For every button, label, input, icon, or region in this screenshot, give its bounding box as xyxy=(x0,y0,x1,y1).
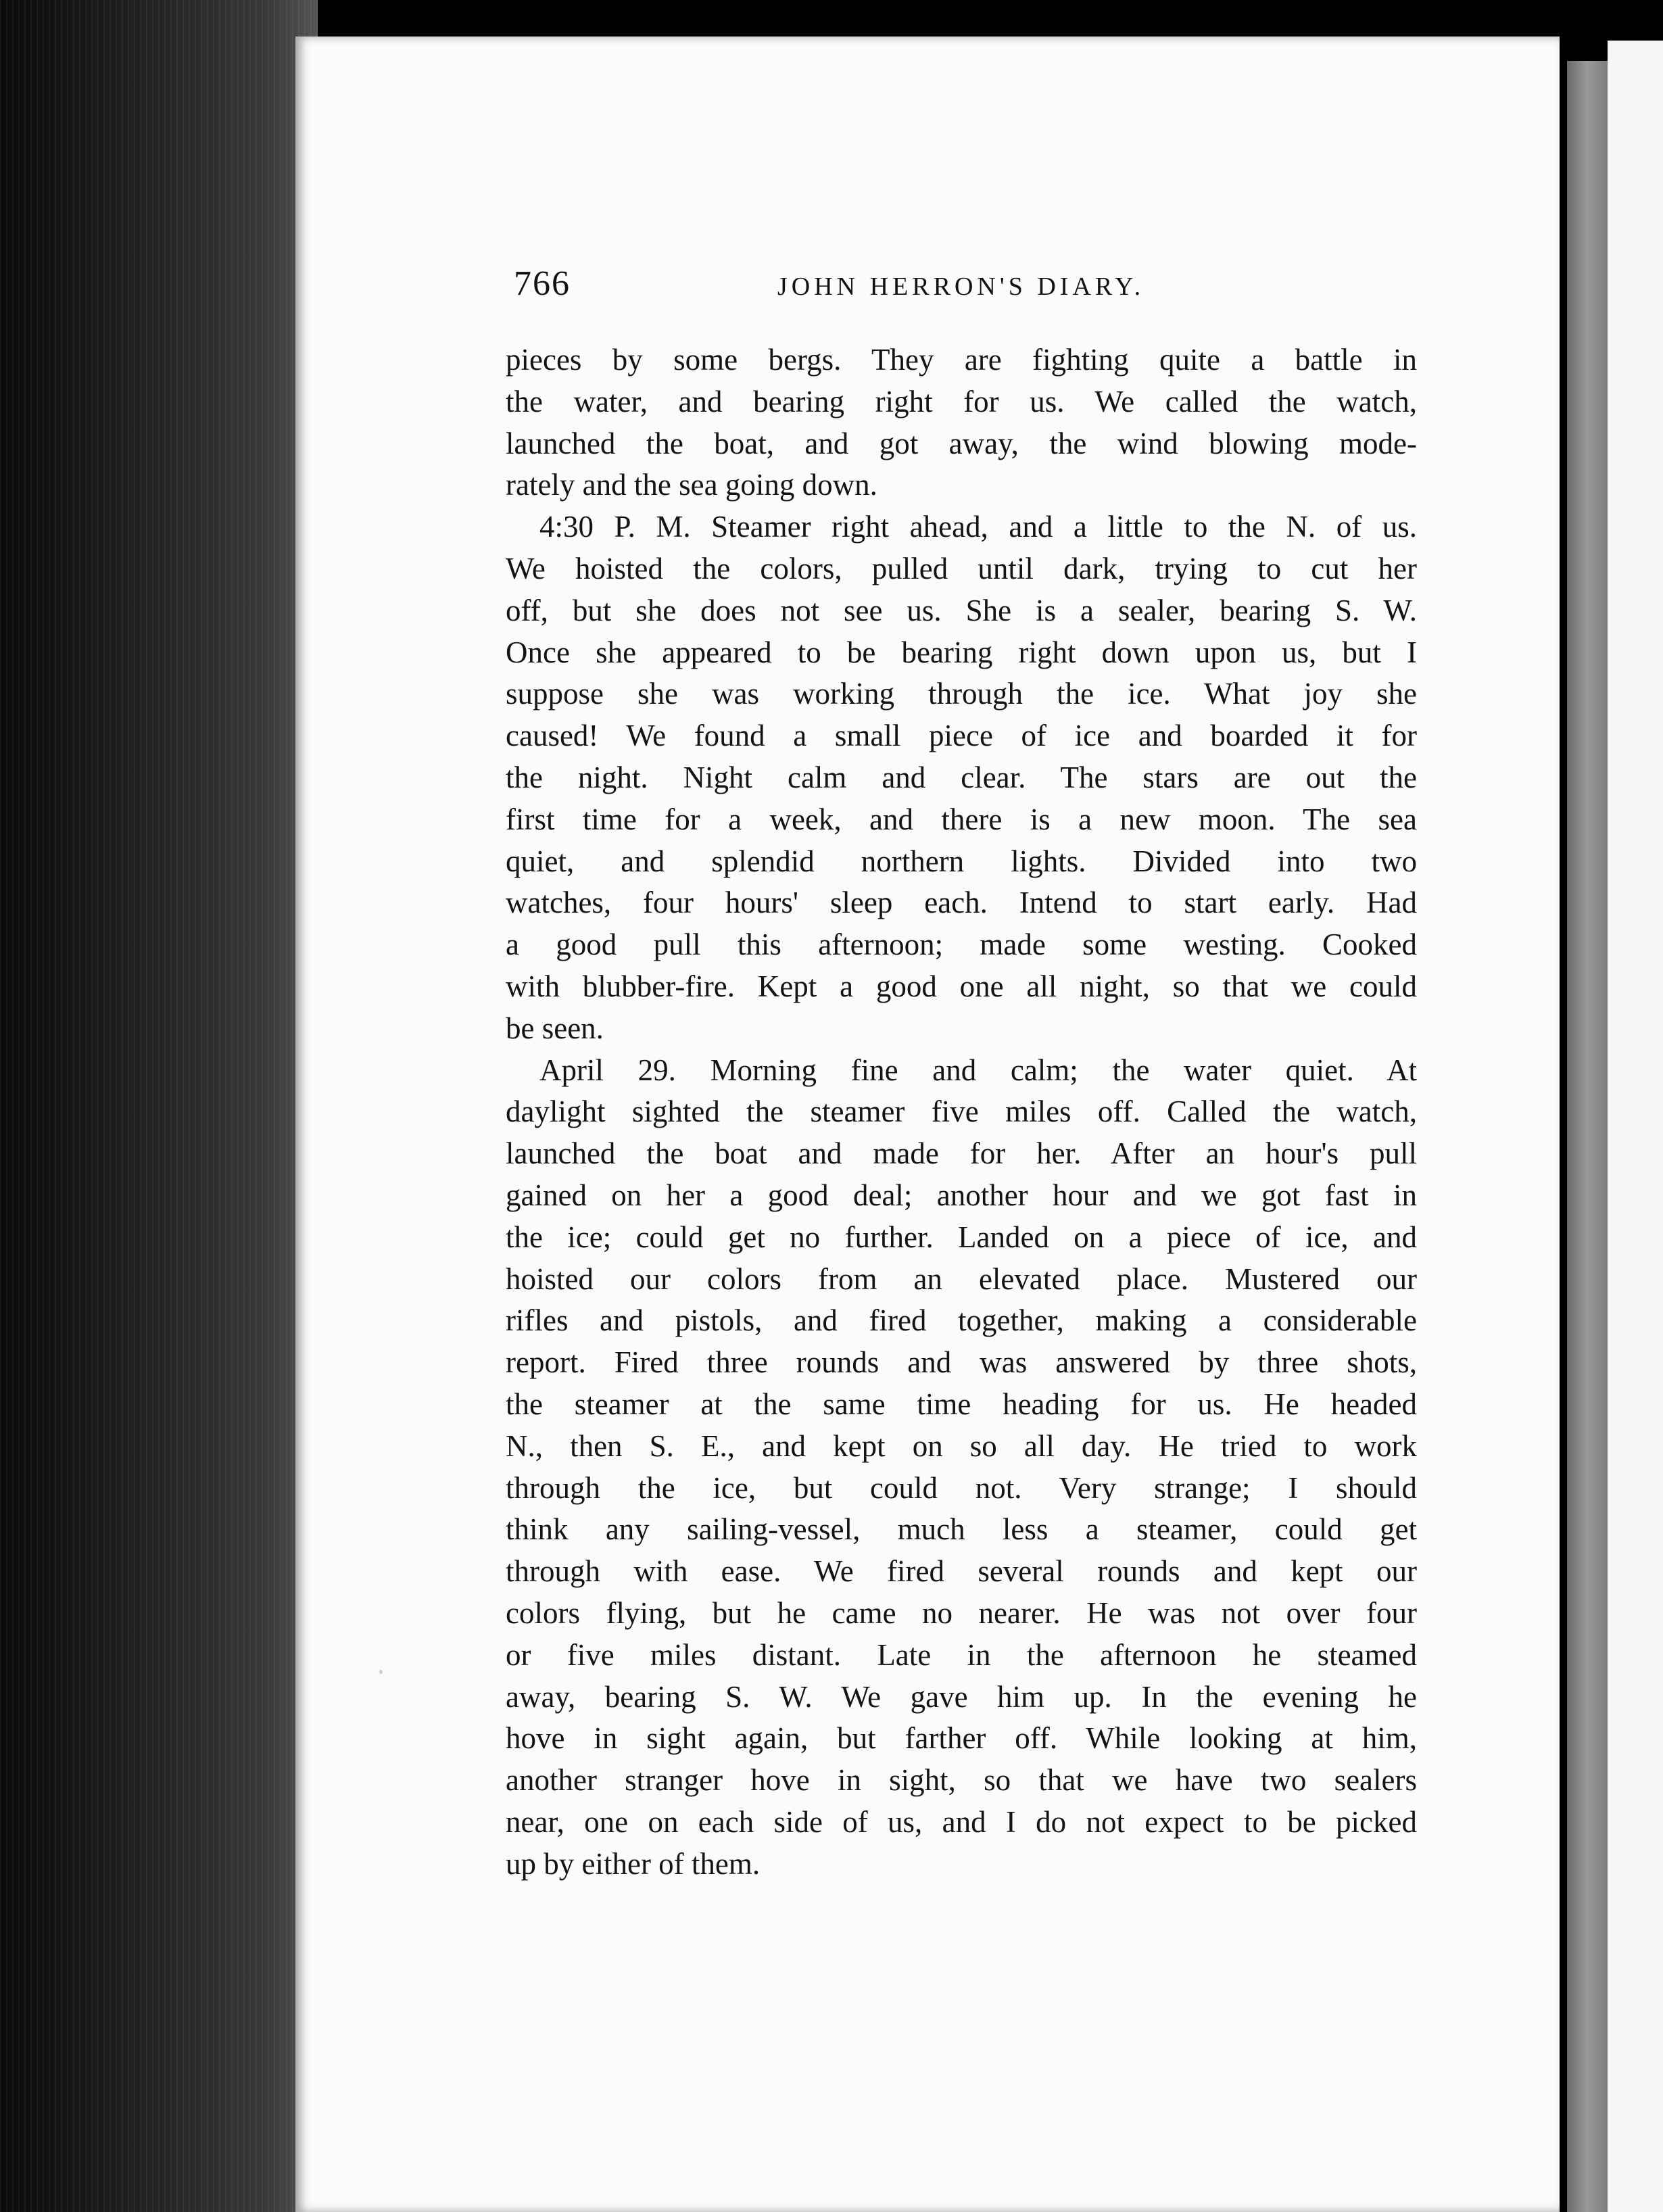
text-line: with blubber-fire. Kept a good one all night, so that we could xyxy=(506,969,1417,1003)
running-title: JOHN HERRON'S DIARY. xyxy=(777,272,1145,301)
page-header xyxy=(514,264,1190,311)
right-margin-strip xyxy=(1608,41,1663,2212)
text-line: gained on her a good deal; another hour and we got fast in xyxy=(506,1178,1417,1212)
text-line: pieces by some bergs. They are fighting quite a battle in xyxy=(506,343,1417,377)
text-line: another stranger hove in sight, so that we have two sealers xyxy=(506,1763,1417,1798)
next-page-edge xyxy=(1567,61,1608,2212)
page-number: 766 xyxy=(514,264,571,303)
text-line: colors flying, but he came no nearer. He was not over four xyxy=(506,1595,1417,1630)
text-line: away, bearing S. W. We gave him up. In the evening he xyxy=(506,1679,1417,1714)
text-line: up by either of them. xyxy=(506,1846,761,1881)
text-line: near, one on each side of us, and I do not expect to be picked xyxy=(506,1804,1417,1839)
diary-text xyxy=(506,339,1417,1885)
text-line: N., then S. E., and kept on so all day. He tried to work xyxy=(506,1428,1417,1463)
text-line: the steamer at the same time heading for us. He headed xyxy=(506,1387,1417,1421)
text-line: a good pull this afternoon; made some westing. Cooked xyxy=(506,928,1417,962)
text-line: launched the boat and made for her. After an hour's pull xyxy=(506,1136,1417,1171)
text-line: first time for a week, and there is a new moon. The sea xyxy=(506,802,1417,836)
text-line: hove in sight again, but farther off. While looking at him, xyxy=(506,1721,1417,1756)
text-line: Once she appeared to be bearing right down upon us, but I xyxy=(506,635,1417,669)
text-line: the night. Night calm and clear. The stars are out the xyxy=(506,760,1417,794)
text-line: watches, four hours' sleep each. Intend to start early. Had xyxy=(506,886,1417,920)
text-line: daylight sighted the steamer five miles off. Called the watch, xyxy=(506,1095,1417,1129)
text-line: report. Fired three rounds and was answered by three shots, xyxy=(506,1345,1417,1380)
text-line: the water, and bearing right for us. We called the watch, xyxy=(506,384,1417,418)
text-line: launched the boat, and got away, the wind blowing mode- xyxy=(506,426,1417,460)
text-line: suppose she was working through the ice. What joy she xyxy=(506,677,1417,711)
text-line: 4:30 P. M. Steamer right ahead, and a little to the N. of us. xyxy=(539,510,1417,544)
text-line: through with ease. We fired several rounds and kept our xyxy=(506,1554,1417,1589)
text-line: rately and the sea going down. xyxy=(506,468,877,502)
text-line: We hoisted the colors, pulled until dark, trying to cut her xyxy=(506,551,1417,585)
scan-speck xyxy=(379,1670,383,1674)
text-line: through the ice, but could not. Very strange; I should xyxy=(506,1470,1417,1505)
text-line: or five miles distant. Late in the afternoon he steamed xyxy=(506,1637,1417,1672)
text-line: hoisted our colors from an elevated place. Mustered our xyxy=(506,1261,1417,1296)
book-spine xyxy=(0,0,318,2212)
text-line: off, but she does not see us. She is a sealer, bearing S. W. xyxy=(506,593,1417,627)
text-line: think any sailing-vessel, much less a steamer, could get xyxy=(506,1512,1417,1547)
text-line: be seen. xyxy=(506,1011,604,1045)
text-line: the ice; could get no further. Landed on a piece of ice, and xyxy=(506,1220,1417,1254)
text-line: April 29. Morning fine and calm; the water quiet. At xyxy=(539,1053,1417,1087)
text-line: rifles and pistols, and fired together, making a considerable xyxy=(506,1303,1417,1338)
text-line: quiet, and splendid northern lights. Divided into two xyxy=(506,844,1417,878)
text-line: caused! We found a small piece of ice and boarded it for xyxy=(506,719,1417,753)
